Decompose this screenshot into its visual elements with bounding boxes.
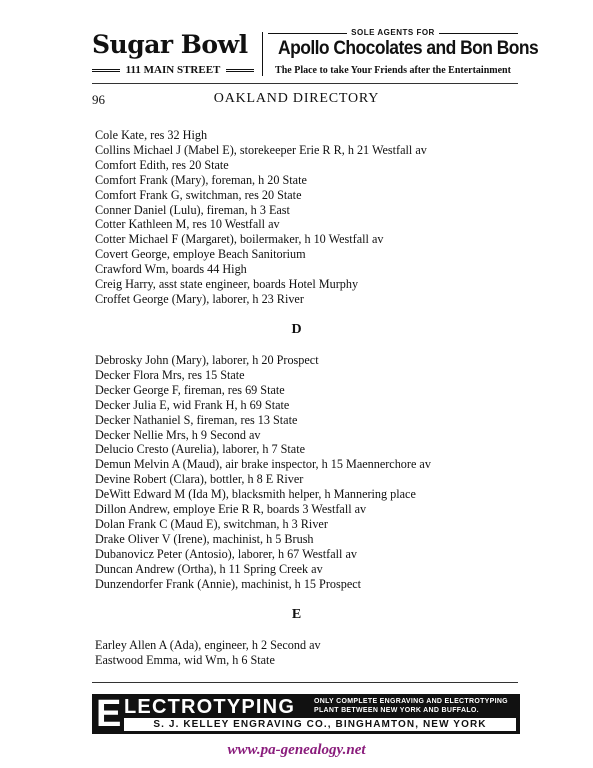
page-number: 96 — [92, 92, 105, 107]
directory-section-e — [95, 638, 535, 668]
sugar-bowl-advertisement — [92, 28, 539, 80]
directory-entry: Decker Flora Mrs, res 15 State — [95, 367, 245, 382]
sole-agents-text: SOLE AGENTS FOR — [347, 28, 439, 37]
directory-entry: Cotter Kathleen M, res 10 Westfall av — [95, 217, 280, 232]
running-head: OAKLAND DIRECTORY — [213, 91, 380, 106]
directory-entry: Dunzendorfer Frank (Annie), machinist, h 15 Prospect — [95, 576, 362, 591]
watermark-url: www.pa-genealogy.net — [227, 742, 366, 758]
directory-entry: Cole Kate, res 32 High — [95, 128, 208, 142]
directory-entry: Conner Daniel (Lulu), fireman, h 3 East — [95, 202, 290, 217]
directory-entry: Comfort Frank G, switchman, res 20 State — [95, 187, 302, 202]
header-rule — [92, 83, 518, 84]
address-rule-left — [92, 69, 120, 72]
directory-entry: Dolan Frank C (Maud E), switchman, h 3 River — [95, 516, 328, 531]
ad-brand-name: Sugar Bowl — [92, 30, 248, 59]
directory-entry: Duncan Andrew (Ortha), h 11 Spring Creek av — [95, 561, 323, 576]
ad-product: Apollo Chocolates and Bon Bons — [278, 38, 539, 59]
directory-section-c — [95, 128, 535, 307]
directory-entry: Dubanovicz Peter (Antosio), laborer, h 67 Westfall av — [95, 546, 357, 561]
directory-entry: Dillon Andrew, employe Erie R R, boards 3 Westfall av — [95, 502, 367, 517]
directory-entry: Comfort Frank (Mary), foreman, h 20 State — [95, 172, 307, 187]
section-heading-d: D — [291, 322, 302, 337]
directory-entry: Drake Oliver V (Irene), machinist, h 5 Brush — [95, 531, 314, 546]
sole-agents-label — [268, 28, 518, 37]
address-rule-right — [226, 69, 254, 72]
apollo-block — [268, 28, 539, 80]
ad-address: 111 MAIN STREET — [125, 64, 221, 76]
directory-entry: Creig Harry, asst state engineer, boards Hotel Murphy — [95, 277, 359, 292]
directory-entry: Delucio Cresto (Aurelia), laborer, h 7 State — [95, 442, 306, 457]
ad-maker: S. J. KELLEY ENGRAVING CO., BINGHAMTON, NEW YORK — [124, 718, 516, 731]
directory-section-d — [95, 353, 535, 592]
directory-entry: Covert George, employe Beach Sanitorium — [95, 247, 306, 262]
ad-tagline-1: ONLY COMPLETE ENGRAVING AND ELECTROTYPING — [314, 698, 508, 705]
ad-tagline: The Place to take Your Friends after the Entertainment — [275, 65, 511, 76]
directory-entry: Decker Julia E, wid Frank H, h 69 State — [95, 397, 290, 412]
directory-entry: Debrosky John (Mary), laborer, h 20 Prospect — [95, 353, 319, 367]
ad-address-line — [92, 64, 254, 76]
directory-entry: Decker Nathaniel S, fireman, res 13 State — [95, 412, 298, 427]
directory-entry: Collins Michael J (Mabel E), storekeeper Erie R R, h 21 Westfall av — [95, 142, 427, 157]
directory-entry: Decker George F, fireman, res 69 State — [95, 382, 285, 397]
directory-entry: Crawford Wm, boards 44 High — [95, 262, 247, 277]
ad-big-letter: E — [96, 693, 122, 735]
ad-tagline-2: PLANT BETWEEN NEW YORK AND BUFFALO. — [314, 707, 479, 714]
section-heading-e: E — [291, 607, 302, 622]
ad-electrotyping-word: LECTROTYPING — [124, 696, 296, 718]
electrotyping-advertisement — [92, 694, 520, 734]
directory-entry: Croffet George (Mary), laborer, h 23 River — [95, 291, 304, 306]
directory-entry: DeWitt Edward M (Ida M), blacksmith helper, h Mannering place — [95, 487, 416, 502]
directory-entry: Devine Robert (Clara), bottler, h 8 E River — [95, 472, 304, 487]
ad-divider — [262, 32, 263, 76]
directory-entry: Decker Nellie Mrs, h 9 Second av — [95, 427, 261, 442]
footer-rule — [92, 682, 518, 683]
directory-entry: Cotter Michael F (Margaret), boilermaker, h 10 Westfall av — [95, 232, 384, 247]
directory-entry: Eastwood Emma, wid Wm, h 6 State — [95, 652, 275, 667]
directory-entry: Comfort Edith, res 20 State — [95, 157, 229, 172]
sugar-bowl-block — [92, 28, 262, 80]
directory-entry: Demun Melvin A (Maud), air brake inspector, h 15 Maennerchore av — [95, 457, 431, 472]
directory-entry: Earley Allen A (Ada), engineer, h 2 Second av — [95, 638, 321, 652]
